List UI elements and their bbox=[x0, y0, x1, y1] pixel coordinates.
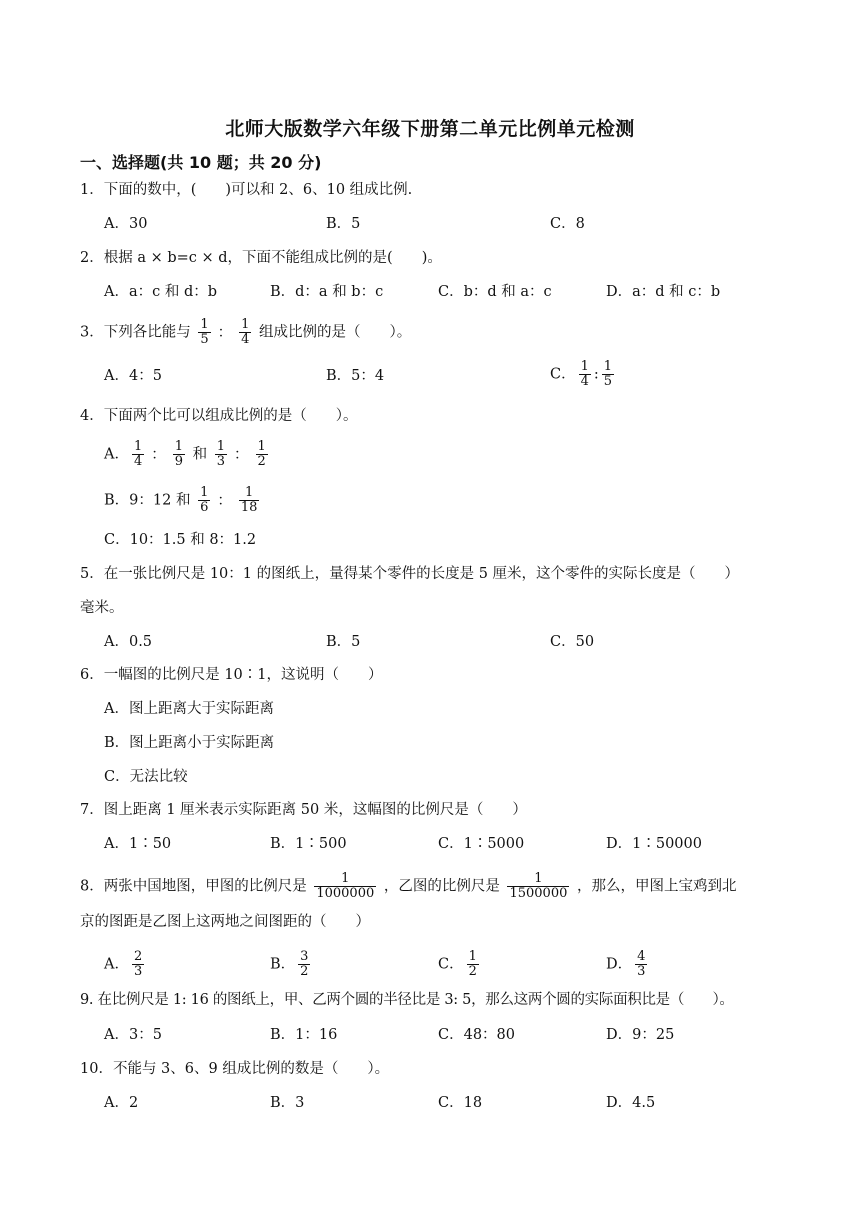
q3-c-fraction-1: $\frac{1}{4}$ bbox=[580, 359, 589, 389]
q7-option-c[interactable]: C．1∶5000 bbox=[438, 836, 525, 852]
q7-option-b[interactable]: B．1∶500 bbox=[270, 836, 347, 852]
question-5-line-2: 毫米。 bbox=[80, 600, 124, 616]
q3-option-b[interactable]: B．5：4 bbox=[326, 368, 385, 384]
q2-option-b[interactable]: B．d：a 和 b：c bbox=[270, 284, 384, 300]
question-2: 2．根据 a × b=c × d，下面不能组成比例的是( )。 bbox=[80, 250, 442, 266]
question-6: 6．一幅图的比例尺是 10∶1，这说明（ ） bbox=[80, 667, 383, 683]
question-4: 4．下面两个比可以组成比例的是（ ）。 bbox=[80, 408, 358, 424]
question-10: 10．不能与 3、6、9 组成比例的数是（ ）。 bbox=[80, 1061, 390, 1077]
q5-option-a[interactable]: A．0.5 bbox=[104, 634, 153, 650]
q1-option-a[interactable]: A．30 bbox=[104, 216, 148, 232]
question-1: 1．下面的数中，( )可以和 2、6、10 组成比例. bbox=[80, 182, 413, 198]
q3-text-post: 组成比例的是（ ）。 bbox=[259, 324, 412, 341]
q2-option-a[interactable]: A．a：c 和 d：b bbox=[104, 284, 218, 300]
q9-option-b[interactable]: B．1：16 bbox=[270, 1027, 338, 1043]
q9-option-c[interactable]: C．48：80 bbox=[438, 1027, 515, 1043]
q10-option-d[interactable]: D．4.5 bbox=[606, 1095, 656, 1111]
q4-b-fraction-1: $\frac{1}{6}$ bbox=[200, 485, 209, 515]
q3-text-pre: 3．下列各比能与 bbox=[80, 324, 191, 341]
q3-fraction-1: $\frac{1}{5}$ bbox=[200, 317, 209, 347]
q8-option-a[interactable]: A． $\frac{2}{3}$ bbox=[104, 949, 143, 979]
q6-option-b[interactable]: B．图上距离小于实际距离 bbox=[104, 735, 275, 751]
question-5-line-1: 5．在一张比例尺是 10：1 的图纸上，量得某个零件的长度是 5 厘米，这个零件的实际长度是（ ） bbox=[80, 566, 740, 582]
q7-option-d[interactable]: D．1∶50000 bbox=[606, 836, 702, 852]
q8-scale-fraction-1: $\frac{1}{1000000}$ bbox=[316, 871, 375, 901]
page-title: 北师大版数学六年级下册第二单元比例单元检测 bbox=[225, 118, 635, 140]
q2-option-d[interactable]: D．a：d 和 c：b bbox=[606, 284, 721, 300]
question-9: 9. 在比例尺是 1: 16 的图纸上，甲、乙两个圆的半径比是 3: 5，那么这两个圆的实际面积比是（ ）。 bbox=[80, 992, 734, 1008]
q9-option-d[interactable]: D．9：25 bbox=[606, 1027, 675, 1043]
q4-option-a[interactable]: A． $\frac{1}{4}$ ： $\frac{1}{9}$ 和 $\frac{1}{3}$ ： $\frac{1}{2}$ bbox=[104, 439, 266, 469]
q3-c-fraction-2: $\frac{1}{5}$ bbox=[603, 359, 613, 389]
question-7: 7．图上距离 1 厘米表示实际距离 50 米，这幅图的比例尺是（ ） bbox=[80, 802, 527, 818]
q1-option-c[interactable]: C．8 bbox=[550, 216, 585, 232]
q8-option-d[interactable]: D． $\frac{4}{3}$ bbox=[606, 949, 646, 979]
q3-option-c[interactable]: C． $\frac{1}{4}$ : $\frac{1}{5}$ bbox=[550, 359, 613, 389]
q3-option-a[interactable]: A．4：5 bbox=[104, 368, 162, 384]
q6-option-a[interactable]: A．图上距离大于实际距离 bbox=[104, 701, 274, 717]
q10-option-b[interactable]: B．3 bbox=[270, 1095, 305, 1111]
q6-option-c[interactable]: C．无法比较 bbox=[104, 769, 188, 785]
q2-option-c[interactable]: C．b：d 和 a：c bbox=[438, 284, 552, 300]
q8-scale-fraction-2: $\frac{1}{1500000}$ bbox=[509, 871, 568, 901]
q4-a-fraction-3: $\frac{1}{3}$ bbox=[216, 439, 226, 469]
q10-option-c[interactable]: C．18 bbox=[438, 1095, 483, 1111]
q7-option-a[interactable]: A．1∶50 bbox=[104, 836, 172, 852]
q9-option-a[interactable]: A．3：5 bbox=[104, 1027, 162, 1043]
q1-option-b[interactable]: B．5 bbox=[326, 216, 361, 232]
q5-option-b[interactable]: B．5 bbox=[326, 634, 361, 650]
q4-a-fraction-4: $\frac{1}{2}$ bbox=[257, 439, 266, 469]
question-8-line-1: 8．两张中国地图，甲图的比例尺是 $\frac{1}{1000000}$ ，乙图的比例尺是 $\frac{1}{1500000}$ ，那么，甲图上宝鸡到北 bbox=[80, 871, 737, 901]
q4-a-fraction-2: $\frac{1}{9}$ bbox=[174, 439, 184, 469]
q4-option-c[interactable]: C．10：1.5 和 8：1.2 bbox=[104, 532, 257, 548]
q5-option-c[interactable]: C．50 bbox=[550, 634, 595, 650]
q3-fraction-2: $\frac{1}{4}$ bbox=[241, 317, 250, 347]
question-8-line-2: 京的图距是乙图上这两地之间图距的（ ） bbox=[80, 914, 370, 930]
q8-option-c[interactable]: C． $\frac{1}{2}$ bbox=[438, 949, 477, 979]
q4-b-fraction-2: $\frac{1}{18}$ bbox=[240, 485, 258, 515]
q8-option-b[interactable]: B． $\frac{3}{2}$ bbox=[270, 949, 309, 979]
question-3: 3．下列各比能与 $\frac{1}{5}$ ： $\frac{1}{4}$ 组成比例的是（ ）。 bbox=[80, 317, 412, 347]
section-heading: 一、选择题(共 10 题；共 20 分) bbox=[80, 153, 322, 172]
q4-a-fraction-1: $\frac{1}{4}$ bbox=[133, 439, 143, 469]
q10-option-a[interactable]: A．2 bbox=[104, 1095, 139, 1111]
q4-option-b[interactable]: B．9：12 和 $\frac{1}{6}$ ： $\frac{1}{18}$ bbox=[104, 485, 258, 515]
